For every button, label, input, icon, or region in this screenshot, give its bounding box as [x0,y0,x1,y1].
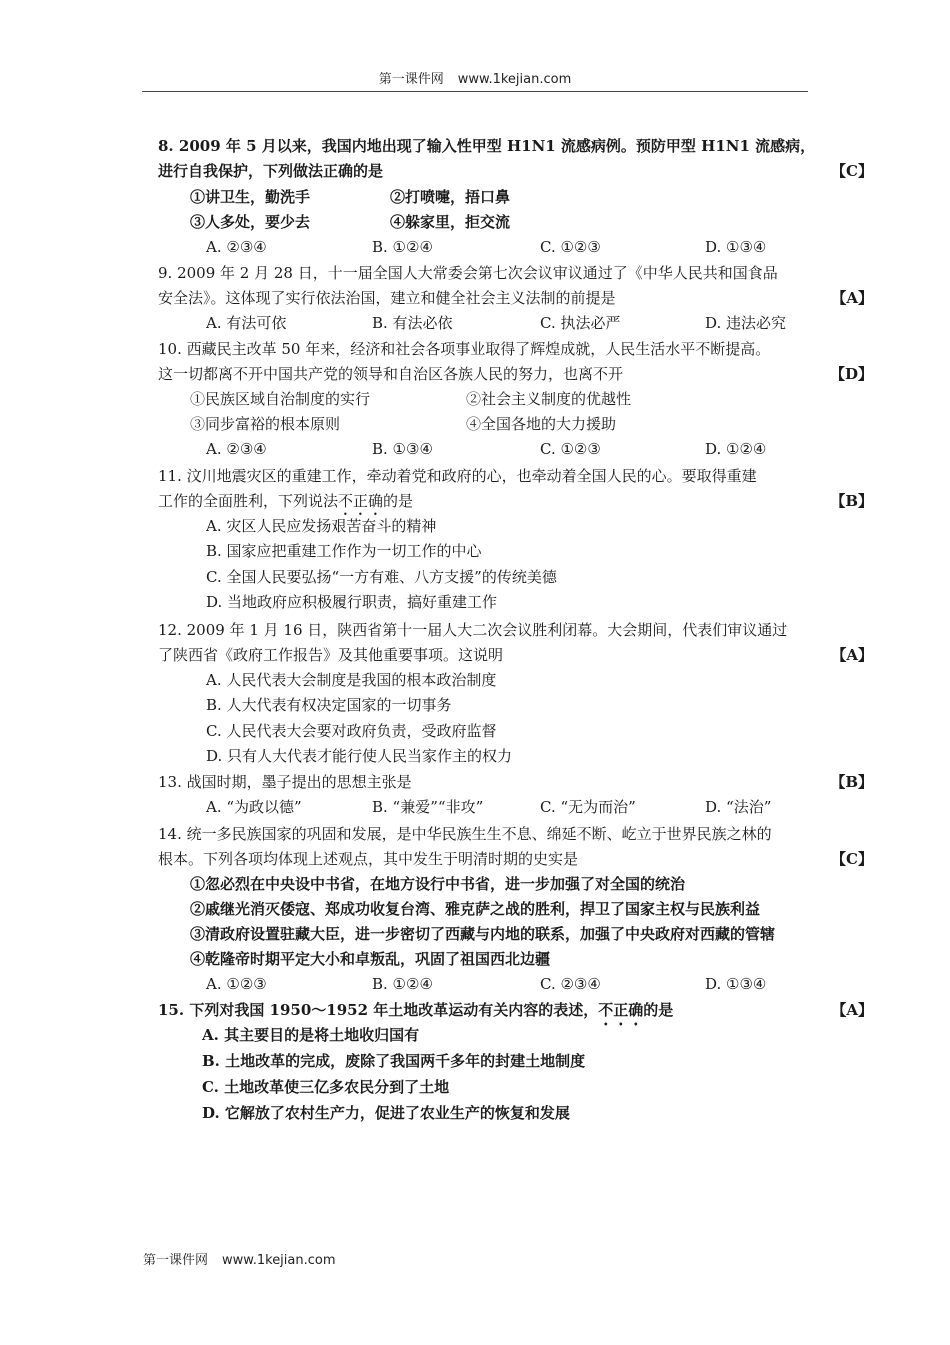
q12-option-c [190,719,873,744]
q11-option-d [190,590,873,615]
q11-option-c-text: C. 全国人民要弘扬“一方有难、八方支援”的传统美德 [206,568,557,586]
q8-statements-row2 [190,210,873,235]
q14-statement-2-text: ②戚继光消灭倭寇、郑成功收复台湾、雅克萨之战的胜利，捍卫了国家主权与民族利益 [190,900,761,918]
q10-options [190,437,873,462]
q9-stem-line2 [158,286,873,311]
q15-option-d [190,1101,873,1126]
header-url: www.1kejian.com [457,72,572,87]
q8-stem-text1: 8. 2009 年 5 月以来，我国内地出现了输入性甲型 H1N1 流感病例。预防甲型 H1N1 流感病， [158,137,816,155]
q11-stem-emphasis: 不正确 [338,492,384,510]
q15-option-a-text: A. 其主要目的是将土地收归国有 [202,1026,420,1044]
q8-statement-4: ④躲家里，拒交流 [390,213,511,231]
q11-option-d-text: D. 当地政府应积极履行职责，搞好重建工作 [206,593,498,611]
q11-option-a [190,514,873,539]
q11-answer: 【B】 [830,492,873,510]
q12-stem-text1: 12. 2009 年 1 月 16 日，陕西省第十一届人大二次会议胜利闭幕。大会期间，代表们审议通过 [158,621,788,639]
q12-option-a [190,668,873,693]
q10-statement-2: ②社会主义制度的优越性 [466,390,632,408]
header-rule [142,91,808,92]
q15-option-c-text: C. 土地改革使三亿多农民分到了土地 [202,1078,450,1096]
q8-stem-line1 [158,134,873,159]
q10-stem-text2: 这一切都离不开中国共产党的领导和自治区各族人民的努力，也离不开 [158,365,624,383]
q14-stem-line2 [158,847,873,872]
q9-option-c: C. 执法必严 [540,314,621,332]
q13-option-a: A. “为政以德” [206,798,302,816]
q14-option-d: D. ①③④ [705,975,767,993]
q9-option-a: A. 有法可依 [206,314,287,332]
q11-option-a-text: A. 灾区人民应发扬艰苦奋斗的精神 [206,517,437,535]
q15-option-a [190,1023,873,1048]
q11-option-b [190,539,873,564]
q8-options [190,235,873,260]
q15-stem-line1 [158,998,873,1023]
q14-option-a: A. ①②③ [206,975,267,993]
q13-stem-text1: 13. 战国时期，墨子提出的思想主张是 [158,773,412,791]
q11-option-b-text: B. 国家应把重建工作作为一切工作的中心 [206,542,482,560]
q10-statements-row1 [190,387,873,412]
q12-option-b-text: B. 人大代表有权决定国家的一切事务 [206,696,452,714]
q10-statement-1: ①民族区域自治制度的实行 [190,390,371,408]
q14-options [190,972,873,997]
page-header [0,68,950,87]
q8-option-b: B. ①②④ [372,238,433,256]
q9-option-d: D. 违法必究 [705,314,787,332]
q14-stem-text1: 14. 统一多民族国家的巩固和发展，是中华民族生生不息、绵延不断、屹立于世界民族之林的 [158,825,772,843]
q12-stem-text2: 了陕西省《政府工作报告》及其他重要事项。这说明 [158,646,504,664]
q12-option-b [190,693,873,718]
q15-option-c [190,1075,873,1100]
q10-stem-text1: 10. 西藏民主改革 50 年来，经济和社会各项事业取得了辉煌成就，人民生活水平不断提高。 [158,340,771,358]
q9-stem-text2: 安全法》。这体现了实行依法治国，建立和健全社会主义法制的前提是 [158,289,616,307]
q12-stem-line2 [158,643,873,668]
q9-option-b: B. 有法必依 [372,314,453,332]
q14-answer: 【C】 [831,850,873,868]
q13-answer: 【B】 [830,773,873,791]
q8-statement-3: ③人多处，要少去 [190,213,311,231]
q15-stem-text1a: 15. 下列对我国 1950～1952 年土地改革运动有关内容的表述， [158,1001,599,1019]
q13-options [190,795,873,820]
q11-stem-text2a: 工作的全面胜利，下列说法 [158,492,339,510]
q8-stem-line2 [158,159,873,184]
q14-statement-2 [190,897,873,922]
page-footer [143,1249,336,1268]
q14-statement-1 [190,872,873,897]
header-site-name: 第一课件网 [378,72,444,87]
q10-option-a: A. ②③④ [206,440,267,458]
q8-statement-2: ②打喷嚏，捂口鼻 [390,188,511,206]
q12-stem-line1 [158,618,873,643]
q10-statement-4: ④全国各地的大力援助 [466,415,617,433]
q8-option-a: A. ②③④ [206,238,267,256]
q14-stem-text2: 根本。下列各项均体现上述观点，其中发生于明清时期的史实是 [158,850,579,868]
q8-answer: 【C】 [831,162,873,180]
q9-options [190,311,873,336]
q10-option-d: D. ①②④ [705,440,767,458]
q9-stem-line1 [158,261,873,286]
q12-option-a-text: A. 人民代表大会制度是我国的根本政治制度 [206,671,497,689]
q15-answer: 【A】 [831,1001,873,1019]
q14-statement-1-text: ①忽必烈在中央设中书省，在地方设行中书省，进一步加强了对全国的统治 [190,875,686,893]
q9-stem-text1: 9. 2009 年 2 月 28 日，十一届全国人大常委会第七次会议审议通过了《中华人民共和国食品 [158,264,778,282]
q15-option-d-text: D. 它解放了农村生产力，促进了农业生产的恢复和发展 [202,1104,570,1122]
q13-option-b: B. “兼爱”“非攻” [372,798,484,816]
q10-statements-row2 [190,412,873,437]
q10-option-c: C. ①②③ [540,440,601,458]
q14-statement-4-text: ④乾隆帝时期平定大小和卓叛乱，巩固了祖国西北边疆 [190,950,551,968]
q14-stem-line1 [158,822,873,847]
q10-statement-3: ③同步富裕的根本原则 [190,415,341,433]
q11-stem-text1: 11. 汶川地震灾区的重建工作，牵动着党和政府的心，也牵动着全国人民的心。要取得重建 [158,467,757,485]
q8-option-c: C. ①②③ [540,238,601,256]
q8-option-d: D. ①③④ [705,238,767,256]
q14-statement-4 [190,947,873,972]
q9-answer: 【A】 [831,289,873,307]
q11-stem-line1 [158,464,873,489]
q12-option-c-text: C. 人民代表大会要对政府负责，受政府监督 [206,722,497,740]
q10-stem-line2 [158,362,873,387]
q13-option-d: D. “法治” [705,798,772,816]
q14-option-c: C. ②③④ [540,975,601,993]
q12-option-d [190,744,873,769]
q10-option-b: B. ①③④ [372,440,433,458]
footer-site-name: 第一课件网 [143,1253,209,1268]
q15-option-b [190,1049,873,1074]
q11-stem-line2 [158,489,873,514]
q14-option-b: B. ①②④ [372,975,433,993]
q13-option-c: C. “无为而治” [540,798,636,816]
footer-url: www.1kejian.com [222,1253,336,1268]
q12-option-d-text: D. 只有人大代表才能行使人民当家作主的权力 [206,747,513,765]
q11-stem-text2b: 的是 [383,492,414,510]
q15-stem-text1b: 的是 [643,1001,674,1019]
q15-stem-emphasis: 不正确 [598,1001,644,1019]
q8-stem-text2: 进行自我保护，下列做法正确的是 [158,162,384,180]
q14-statement-3 [190,922,873,947]
q13-stem-line1 [158,770,873,795]
q12-answer: 【A】 [831,646,873,664]
q10-stem-line1 [158,337,873,362]
q14-statement-3-text: ③清政府设置驻藏大臣，进一步密切了西藏与内地的联系，加强了中央政府对西藏的管辖 [190,925,776,943]
q8-statement-1: ①讲卫生，勤洗手 [190,188,311,206]
q8-statements-row1 [190,185,873,210]
q10-answer: 【D】 [829,365,873,383]
q11-option-c [190,565,873,590]
q15-option-b-text: B. 土地改革的完成，废除了我国两千多年的封建土地制度 [202,1052,586,1070]
